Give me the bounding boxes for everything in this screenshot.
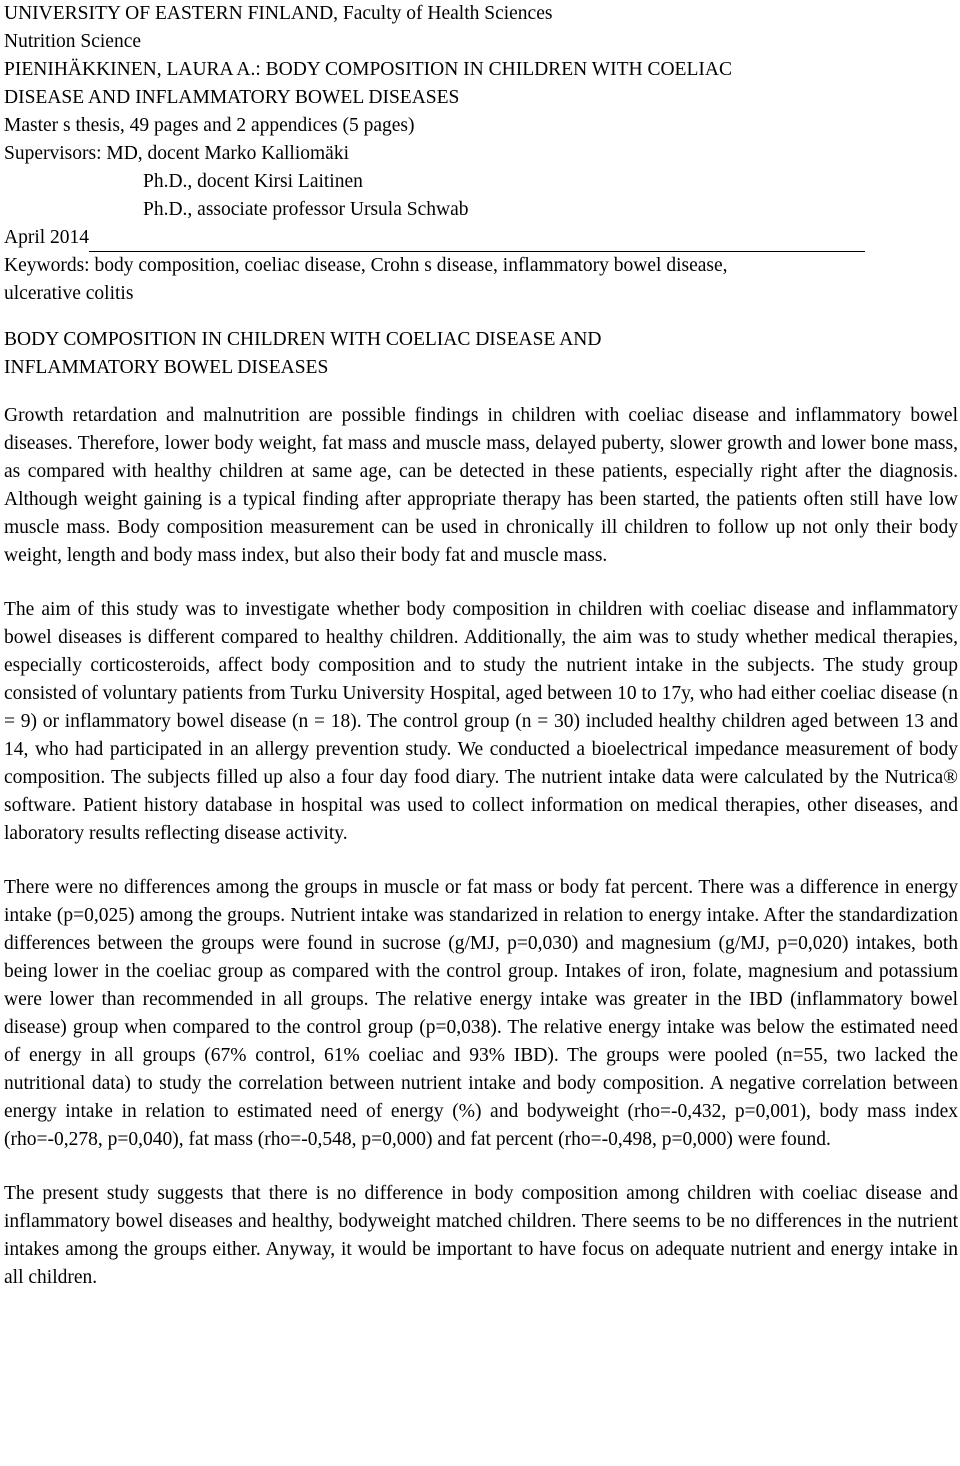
supervisor-line-1: Supervisors: MD, docent Marko Kalliomäki bbox=[4, 143, 349, 164]
date-text: April 2014 bbox=[4, 227, 90, 248]
abstract-paragraph-background: Growth retardation and malnutrition are possible findings in children with coeliac disease and inflammatory bowel diseases. Therefore, lower body weight, fat mass and muscle mass, delayed puberty, slower growth and lower bone mass, as compared with healthy children at same age, can be detected in these patients, especially right after the diagnosis. Although weight gaining is a typical finding after appropriate therapy has been started, the patients often still have low muscle mass. Body composition measurement can be used in chronically ill children to follow up not only their body weight, length and body mass index, but also their body fat and muscle mass. bbox=[4, 405, 958, 566]
supervisor-line-3: Ph.D., associate professor Ursula Schwab bbox=[143, 199, 469, 220]
keywords-line-2: ulcerative colitis bbox=[4, 283, 134, 304]
university-line: UNIVERSITY OF EASTERN FINLAND, Faculty of Health Sciences bbox=[4, 3, 553, 24]
header-block bbox=[4, 0, 958, 308]
abstract-paragraph-conclusion: The present study suggests that there is no difference in body composition among children with coeliac disease and inflammatory bowel diseases and healthy, bodyweight matched children. There seems to be no differences in the nutrient intakes among the groups either. Anyway, it would be important to have focus on adequate nutrient and energy intake in all children. bbox=[4, 1183, 958, 1288]
author-title-line-cont: DISEASE AND INFLAMMATORY BOWEL DISEASES bbox=[4, 87, 460, 108]
date-rule-divider bbox=[89, 229, 865, 252]
abstract-paragraph-methods: The aim of this study was to investigate whether body composition in children with coeliac disease and inflammatory bowel diseases is different compared to healthy children. Additionally, the aim was to study whether medical therapies, especially corticosteroids, affect body composition and to study the nutrient intake in the subjects. The study group consisted of voluntary patients from Turku University Hospital, aged between 10 to 17y, who had either coeliac disease (n = 9) or inflammatory bowel disease (n = 18). The control group (n = 30) included healthy children aged between 13 and 14, who had participated in an allergy prevention study. We conducted a bioelectrical impedance measurement of body composition. The subjects filled up also a four day food diary. The nutrient intake data were calculated by the Nutrica® software. Patient history database in hospital was used to collect information on medical therapies, other diseases, and laboratory results reflecting disease activity. bbox=[4, 599, 958, 844]
thesis-info-line: Master s thesis, 49 pages and 2 appendices (5 pages) bbox=[4, 115, 415, 136]
abstract-page bbox=[4, 0, 958, 1292]
keywords-line-1: Keywords: body composition, coeliac disease, Crohn s disease, inflammatory bowel disease, bbox=[4, 255, 728, 276]
abstract-title-line-2: INFLAMMATORY BOWEL DISEASES bbox=[4, 357, 329, 378]
department-line: Nutrition Science bbox=[4, 31, 142, 52]
author-title-line: PIENIHÄKKINEN, LAURA A.: BODY COMPOSITION IN CHILDREN WITH COELIAC bbox=[4, 59, 732, 80]
abstract-title-line-1: BODY COMPOSITION IN CHILDREN WITH COELIAC DISEASE AND bbox=[4, 329, 602, 350]
date-line bbox=[4, 224, 958, 252]
abstract-body bbox=[4, 402, 958, 1292]
abstract-title bbox=[4, 326, 958, 382]
abstract-paragraph-results: There were no differences among the groups in muscle or fat mass or body fat percent. There was a difference in energy intake (p=0,025) among the groups. Nutrient intake was standarized in relation to energy intake. After the standardization differences between the groups were found in sucrose (g/MJ, p=0,030) and magnesium (g/MJ, p=0,020) intakes, both being lower in the coeliac group as compared with the control group. Intakes of iron, folate, magnesium and potassium were lower than recommended in all groups. The relative energy intake was greater in the IBD (inflammatory bowel disease) group when compared to the control group (p=0,038). The relative energy intake was below the estimated need of energy in all groups (67% control, 61% coeliac and 93% IBD). The groups were pooled (n=55, two lacked the nutritional data) to study the correlation between nutrient intake and body composition. A negative correlation between energy intake in relation to estimated need of energy (%) and bodyweight (rho=-0,432, p=0,001), body mass index (rho=-0,278, p=0,040), fat mass (rho=-0,548, p=0,000) and fat percent (rho=-0,498, p=0,000) were found. bbox=[4, 877, 958, 1150]
supervisor-line-2: Ph.D., docent Kirsi Laitinen bbox=[143, 171, 363, 192]
